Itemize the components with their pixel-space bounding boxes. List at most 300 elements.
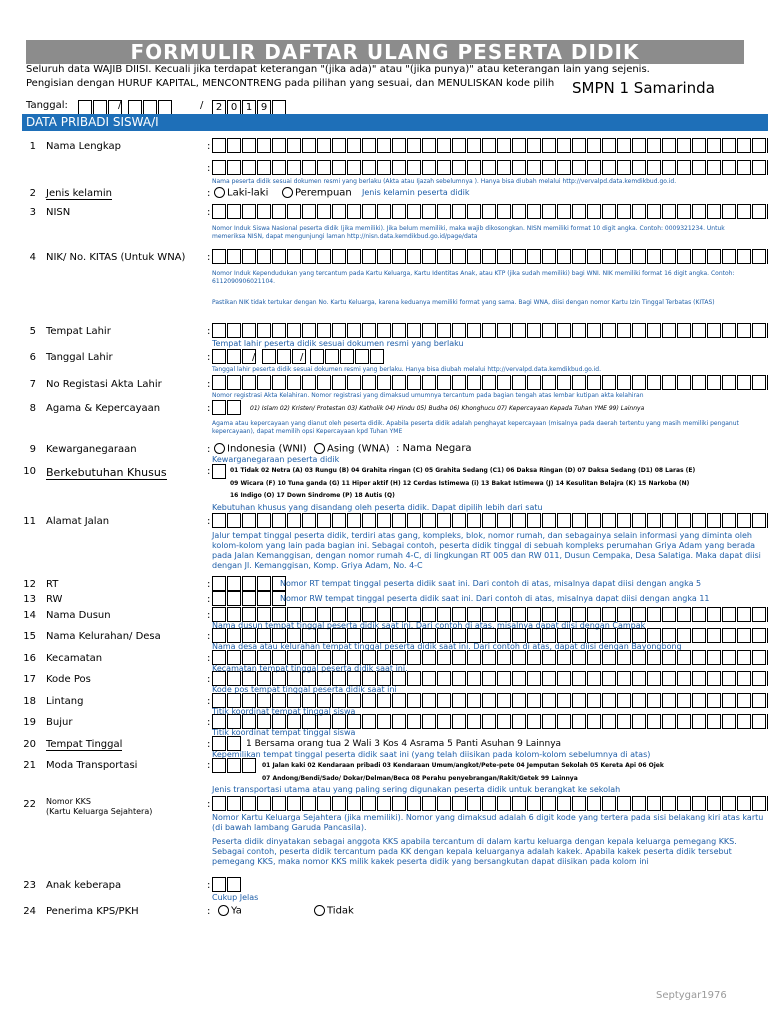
char-box[interactable] (227, 758, 241, 773)
char-box[interactable] (242, 138, 256, 153)
char-box[interactable] (542, 693, 556, 708)
char-box[interactable] (707, 138, 721, 153)
char-box[interactable] (467, 714, 481, 729)
char-box[interactable] (737, 375, 751, 390)
char-box[interactable] (482, 671, 496, 686)
char-box[interactable] (527, 375, 541, 390)
char-box[interactable] (272, 513, 286, 528)
char-box[interactable] (347, 513, 361, 528)
char-box[interactable] (632, 693, 646, 708)
char-box[interactable] (212, 796, 226, 811)
char-box[interactable] (257, 375, 271, 390)
char-box[interactable] (287, 160, 301, 175)
char-box[interactable] (257, 650, 271, 665)
char-box[interactable] (332, 375, 346, 390)
char-box[interactable] (572, 513, 586, 528)
char-box[interactable] (467, 693, 481, 708)
char-box[interactable] (242, 650, 256, 665)
tanggal-month-boxes[interactable] (128, 100, 173, 115)
char-box[interactable] (257, 671, 271, 686)
char-box[interactable] (377, 650, 391, 665)
char-box[interactable] (332, 249, 346, 264)
radio-icon[interactable] (214, 443, 225, 454)
char-box[interactable] (707, 249, 721, 264)
char-box[interactable] (242, 375, 256, 390)
char-box[interactable] (467, 160, 481, 175)
char-box[interactable] (467, 249, 481, 264)
char-box[interactable] (482, 628, 496, 643)
char-box[interactable] (377, 375, 391, 390)
char-box[interactable] (752, 138, 766, 153)
char-box[interactable] (497, 249, 511, 264)
char-box[interactable] (317, 375, 331, 390)
char-box[interactable] (572, 796, 586, 811)
char-box[interactable] (302, 204, 316, 219)
char-box[interactable] (437, 249, 451, 264)
char-box[interactable] (557, 671, 571, 686)
char-box[interactable] (422, 796, 436, 811)
char-box[interactable] (452, 693, 466, 708)
char-box[interactable] (647, 323, 661, 338)
char-box[interactable] (647, 607, 661, 622)
char-box[interactable] (557, 160, 571, 175)
char-box[interactable] (587, 138, 601, 153)
char-box[interactable] (362, 693, 376, 708)
char-box[interactable] (467, 138, 481, 153)
char-box[interactable] (362, 323, 376, 338)
char-box[interactable] (422, 204, 436, 219)
char-box[interactable] (377, 138, 391, 153)
kode-pos-input[interactable] (212, 671, 768, 686)
char-box[interactable] (587, 796, 601, 811)
char-box[interactable] (257, 513, 271, 528)
radio-icon[interactable] (314, 905, 325, 916)
char-box[interactable] (677, 513, 691, 528)
char-box[interactable] (497, 607, 511, 622)
kps-ya-option[interactable]: Ya (218, 905, 242, 917)
char-box[interactable] (452, 628, 466, 643)
char-box[interactable] (647, 513, 661, 528)
char-box[interactable] (752, 375, 766, 390)
char-box[interactable] (302, 796, 316, 811)
char-box[interactable] (752, 323, 766, 338)
char-box[interactable] (212, 758, 226, 773)
char-box[interactable] (542, 323, 556, 338)
char-box[interactable] (482, 714, 496, 729)
char-box[interactable] (317, 204, 331, 219)
char-box[interactable] (452, 204, 466, 219)
char-box[interactable] (317, 628, 331, 643)
char-box[interactable] (662, 650, 676, 665)
char-box[interactable] (362, 671, 376, 686)
char-box[interactable] (482, 375, 496, 390)
char-box[interactable] (677, 628, 691, 643)
char-box[interactable] (302, 671, 316, 686)
char-box[interactable] (527, 796, 541, 811)
char-box[interactable] (482, 650, 496, 665)
char-box[interactable] (737, 513, 751, 528)
char-box[interactable] (722, 513, 736, 528)
rw-input[interactable] (212, 591, 287, 606)
char-box[interactable] (602, 693, 616, 708)
char-box[interactable] (587, 160, 601, 175)
char-box[interactable] (602, 323, 616, 338)
char-box[interactable] (302, 160, 316, 175)
char-box[interactable] (632, 628, 646, 643)
char-box[interactable] (542, 714, 556, 729)
char-box[interactable] (557, 714, 571, 729)
char-box[interactable] (467, 650, 481, 665)
char-box[interactable] (392, 249, 406, 264)
char-box[interactable] (212, 693, 226, 708)
char-box[interactable] (512, 204, 526, 219)
char-box[interactable] (692, 671, 706, 686)
char-box[interactable] (602, 204, 616, 219)
char-box[interactable] (227, 349, 241, 364)
char-box[interactable] (707, 375, 721, 390)
char-box[interactable] (392, 607, 406, 622)
char-box[interactable] (212, 375, 226, 390)
char-box[interactable] (212, 671, 226, 686)
char-box[interactable] (317, 323, 331, 338)
char-box[interactable] (287, 796, 301, 811)
char-box[interactable] (557, 607, 571, 622)
char-box[interactable] (347, 628, 361, 643)
char-box[interactable] (347, 693, 361, 708)
char-box[interactable] (602, 607, 616, 622)
char-box[interactable] (497, 513, 511, 528)
char-box[interactable] (347, 323, 361, 338)
char-box[interactable] (242, 576, 256, 591)
kks-input[interactable] (212, 796, 768, 811)
char-box[interactable] (542, 628, 556, 643)
char-box[interactable] (377, 204, 391, 219)
char-box[interactable] (317, 671, 331, 686)
char-box[interactable] (557, 249, 571, 264)
char-box[interactable] (407, 796, 421, 811)
char-box[interactable] (587, 375, 601, 390)
char-box[interactable] (422, 607, 436, 622)
char-box[interactable] (512, 650, 526, 665)
char-box[interactable] (422, 160, 436, 175)
char-box[interactable] (452, 249, 466, 264)
char-box[interactable] (512, 693, 526, 708)
char-box[interactable] (662, 607, 676, 622)
char-box[interactable] (602, 650, 616, 665)
char-box[interactable] (422, 714, 436, 729)
char-box[interactable] (212, 736, 226, 751)
char-box[interactable] (317, 249, 331, 264)
char-box[interactable] (467, 323, 481, 338)
char-box[interactable] (527, 204, 541, 219)
char-box[interactable] (662, 693, 676, 708)
char-box[interactable] (647, 628, 661, 643)
char-box[interactable] (332, 650, 346, 665)
char-box[interactable] (407, 671, 421, 686)
char-box[interactable] (572, 714, 586, 729)
char-box[interactable] (287, 650, 301, 665)
char-box[interactable] (722, 160, 736, 175)
char-box[interactable] (422, 375, 436, 390)
char-box[interactable] (242, 758, 256, 773)
char-box[interactable] (587, 249, 601, 264)
char-box[interactable] (557, 628, 571, 643)
char-box[interactable] (422, 671, 436, 686)
lintang-input[interactable] (212, 693, 768, 708)
char-box[interactable] (707, 323, 721, 338)
char-box[interactable] (392, 513, 406, 528)
char-box[interactable] (407, 160, 421, 175)
char-box[interactable] (587, 693, 601, 708)
char-box[interactable] (677, 160, 691, 175)
char-box[interactable] (212, 323, 226, 338)
char-box[interactable] (277, 349, 291, 364)
char-box[interactable] (572, 375, 586, 390)
char-box[interactable] (392, 714, 406, 729)
char-box[interactable] (272, 714, 286, 729)
char-box[interactable] (497, 628, 511, 643)
char-box[interactable] (347, 138, 361, 153)
char-box[interactable] (437, 628, 451, 643)
char-box[interactable] (257, 714, 271, 729)
char-box[interactable] (467, 796, 481, 811)
char-box[interactable] (467, 628, 481, 643)
kecamatan-input[interactable] (212, 650, 768, 665)
nik-input[interactable] (212, 249, 768, 264)
char-box[interactable] (602, 249, 616, 264)
char-box[interactable] (722, 323, 736, 338)
char-box[interactable] (692, 249, 706, 264)
char-box[interactable] (587, 650, 601, 665)
char-box[interactable] (752, 650, 766, 665)
char-box[interactable] (302, 693, 316, 708)
char-box[interactable] (287, 138, 301, 153)
char-box[interactable] (272, 796, 286, 811)
char-box[interactable] (392, 160, 406, 175)
char-box[interactable] (752, 513, 766, 528)
char-box[interactable] (272, 693, 286, 708)
char-box[interactable] (512, 249, 526, 264)
char-box[interactable] (722, 138, 736, 153)
char-box[interactable] (392, 375, 406, 390)
char-box[interactable] (572, 671, 586, 686)
char-box[interactable] (647, 249, 661, 264)
char-box[interactable] (332, 628, 346, 643)
char-box[interactable] (242, 249, 256, 264)
char-box[interactable] (602, 375, 616, 390)
char-box[interactable] (272, 323, 286, 338)
char-box[interactable] (242, 671, 256, 686)
char-box[interactable] (362, 607, 376, 622)
char-box[interactable] (227, 138, 241, 153)
char-box[interactable] (302, 513, 316, 528)
char-box[interactable] (542, 650, 556, 665)
char-box[interactable] (377, 628, 391, 643)
char-box[interactable] (677, 249, 691, 264)
char-box[interactable] (377, 714, 391, 729)
char-box[interactable] (497, 650, 511, 665)
char-box[interactable] (542, 160, 556, 175)
char-box[interactable] (392, 650, 406, 665)
char-box[interactable] (677, 323, 691, 338)
char-box[interactable] (752, 607, 766, 622)
char-box[interactable] (752, 796, 766, 811)
char-box[interactable] (572, 160, 586, 175)
char-box[interactable] (692, 204, 706, 219)
char-box[interactable] (422, 628, 436, 643)
char-box[interactable] (287, 693, 301, 708)
char-box[interactable] (437, 375, 451, 390)
char-box[interactable] (512, 671, 526, 686)
char-box[interactable] (467, 671, 481, 686)
char-box[interactable] (632, 671, 646, 686)
char-box[interactable] (557, 796, 571, 811)
char-box[interactable] (332, 160, 346, 175)
tanggal-year-boxes[interactable]: 2 0 1 9 (212, 100, 287, 115)
char-box[interactable] (212, 204, 226, 219)
char-box[interactable] (617, 323, 631, 338)
char-box[interactable] (737, 160, 751, 175)
char-box[interactable] (287, 714, 301, 729)
tempat-tinggal-input[interactable] (212, 736, 242, 751)
char-box[interactable] (662, 796, 676, 811)
char-box[interactable] (332, 607, 346, 622)
char-box[interactable] (287, 323, 301, 338)
berkebutuhan-input[interactable] (212, 464, 227, 479)
akta-input[interactable] (212, 375, 768, 390)
char-box[interactable] (707, 160, 721, 175)
char-box[interactable] (587, 513, 601, 528)
char-box[interactable] (437, 323, 451, 338)
char-box[interactable] (572, 249, 586, 264)
char-box[interactable] (242, 160, 256, 175)
char-box[interactable] (362, 628, 376, 643)
char-box[interactable] (527, 671, 541, 686)
char-box[interactable] (662, 513, 676, 528)
char-box[interactable] (407, 138, 421, 153)
char-box[interactable] (422, 138, 436, 153)
char-box[interactable] (227, 249, 241, 264)
char-box[interactable] (347, 796, 361, 811)
char-box[interactable] (722, 204, 736, 219)
char-box[interactable] (212, 464, 226, 479)
char-box[interactable] (617, 204, 631, 219)
char-box[interactable] (737, 796, 751, 811)
char-box[interactable] (737, 693, 751, 708)
char-box[interactable] (602, 796, 616, 811)
char-box[interactable] (737, 650, 751, 665)
tanggal-day-boxes[interactable] (78, 100, 123, 115)
char-box[interactable] (632, 249, 646, 264)
nama-lengkap-input-1[interactable] (212, 138, 768, 153)
char-box[interactable] (557, 323, 571, 338)
char-box[interactable] (647, 693, 661, 708)
char-box[interactable] (692, 375, 706, 390)
char-box[interactable] (557, 693, 571, 708)
char-box[interactable] (377, 513, 391, 528)
char-box[interactable] (497, 138, 511, 153)
char-box[interactable] (422, 650, 436, 665)
char-box[interactable] (422, 249, 436, 264)
char-box[interactable] (227, 513, 241, 528)
char-box[interactable] (572, 650, 586, 665)
char-box[interactable] (692, 628, 706, 643)
char-box[interactable] (617, 796, 631, 811)
char-box[interactable] (722, 671, 736, 686)
char-box[interactable] (617, 375, 631, 390)
char-box[interactable] (632, 138, 646, 153)
char-box[interactable] (422, 513, 436, 528)
char-box[interactable] (482, 204, 496, 219)
char-box[interactable] (257, 160, 271, 175)
char-box[interactable] (212, 160, 226, 175)
char-box[interactable] (542, 375, 556, 390)
char-box[interactable] (257, 796, 271, 811)
char-box[interactable] (272, 628, 286, 643)
char-box[interactable] (362, 796, 376, 811)
char-box[interactable] (452, 323, 466, 338)
char-box[interactable] (212, 714, 226, 729)
char-box[interactable] (287, 204, 301, 219)
char-box[interactable] (737, 607, 751, 622)
rt-input[interactable] (212, 576, 287, 591)
char-box[interactable] (692, 714, 706, 729)
char-box[interactable] (722, 607, 736, 622)
char-box[interactable] (647, 671, 661, 686)
char-box[interactable] (662, 323, 676, 338)
char-box[interactable] (572, 204, 586, 219)
char-box[interactable] (212, 607, 226, 622)
char-box[interactable] (362, 714, 376, 729)
char-box[interactable] (407, 607, 421, 622)
char-box[interactable] (527, 628, 541, 643)
radio-icon[interactable] (282, 187, 293, 198)
char-box[interactable] (662, 249, 676, 264)
wni-option[interactable]: Indonesia (WNI) (214, 443, 307, 455)
char-box[interactable] (482, 693, 496, 708)
char-box[interactable] (242, 796, 256, 811)
transportasi-input[interactable] (212, 758, 257, 773)
char-box[interactable] (392, 138, 406, 153)
char-box[interactable] (482, 323, 496, 338)
char-box[interactable] (722, 249, 736, 264)
char-box[interactable] (707, 693, 721, 708)
char-box[interactable] (572, 628, 586, 643)
char-box[interactable] (752, 671, 766, 686)
char-box[interactable] (632, 160, 646, 175)
tempat-lahir-input[interactable] (212, 323, 768, 338)
char-box[interactable] (317, 693, 331, 708)
char-box[interactable] (370, 349, 384, 364)
char-box[interactable] (227, 204, 241, 219)
char-box[interactable] (347, 650, 361, 665)
char-box[interactable] (362, 138, 376, 153)
char-box[interactable] (632, 714, 646, 729)
char-box[interactable] (602, 671, 616, 686)
char-box[interactable] (587, 671, 601, 686)
char-box[interactable] (722, 650, 736, 665)
char-box[interactable] (437, 160, 451, 175)
char-box[interactable] (557, 204, 571, 219)
char-box[interactable] (527, 714, 541, 729)
char-box[interactable] (602, 138, 616, 153)
char-box[interactable] (377, 607, 391, 622)
char-box[interactable] (707, 671, 721, 686)
char-box[interactable] (497, 693, 511, 708)
char-box[interactable] (692, 796, 706, 811)
char-box[interactable] (212, 138, 226, 153)
char-box[interactable] (542, 671, 556, 686)
